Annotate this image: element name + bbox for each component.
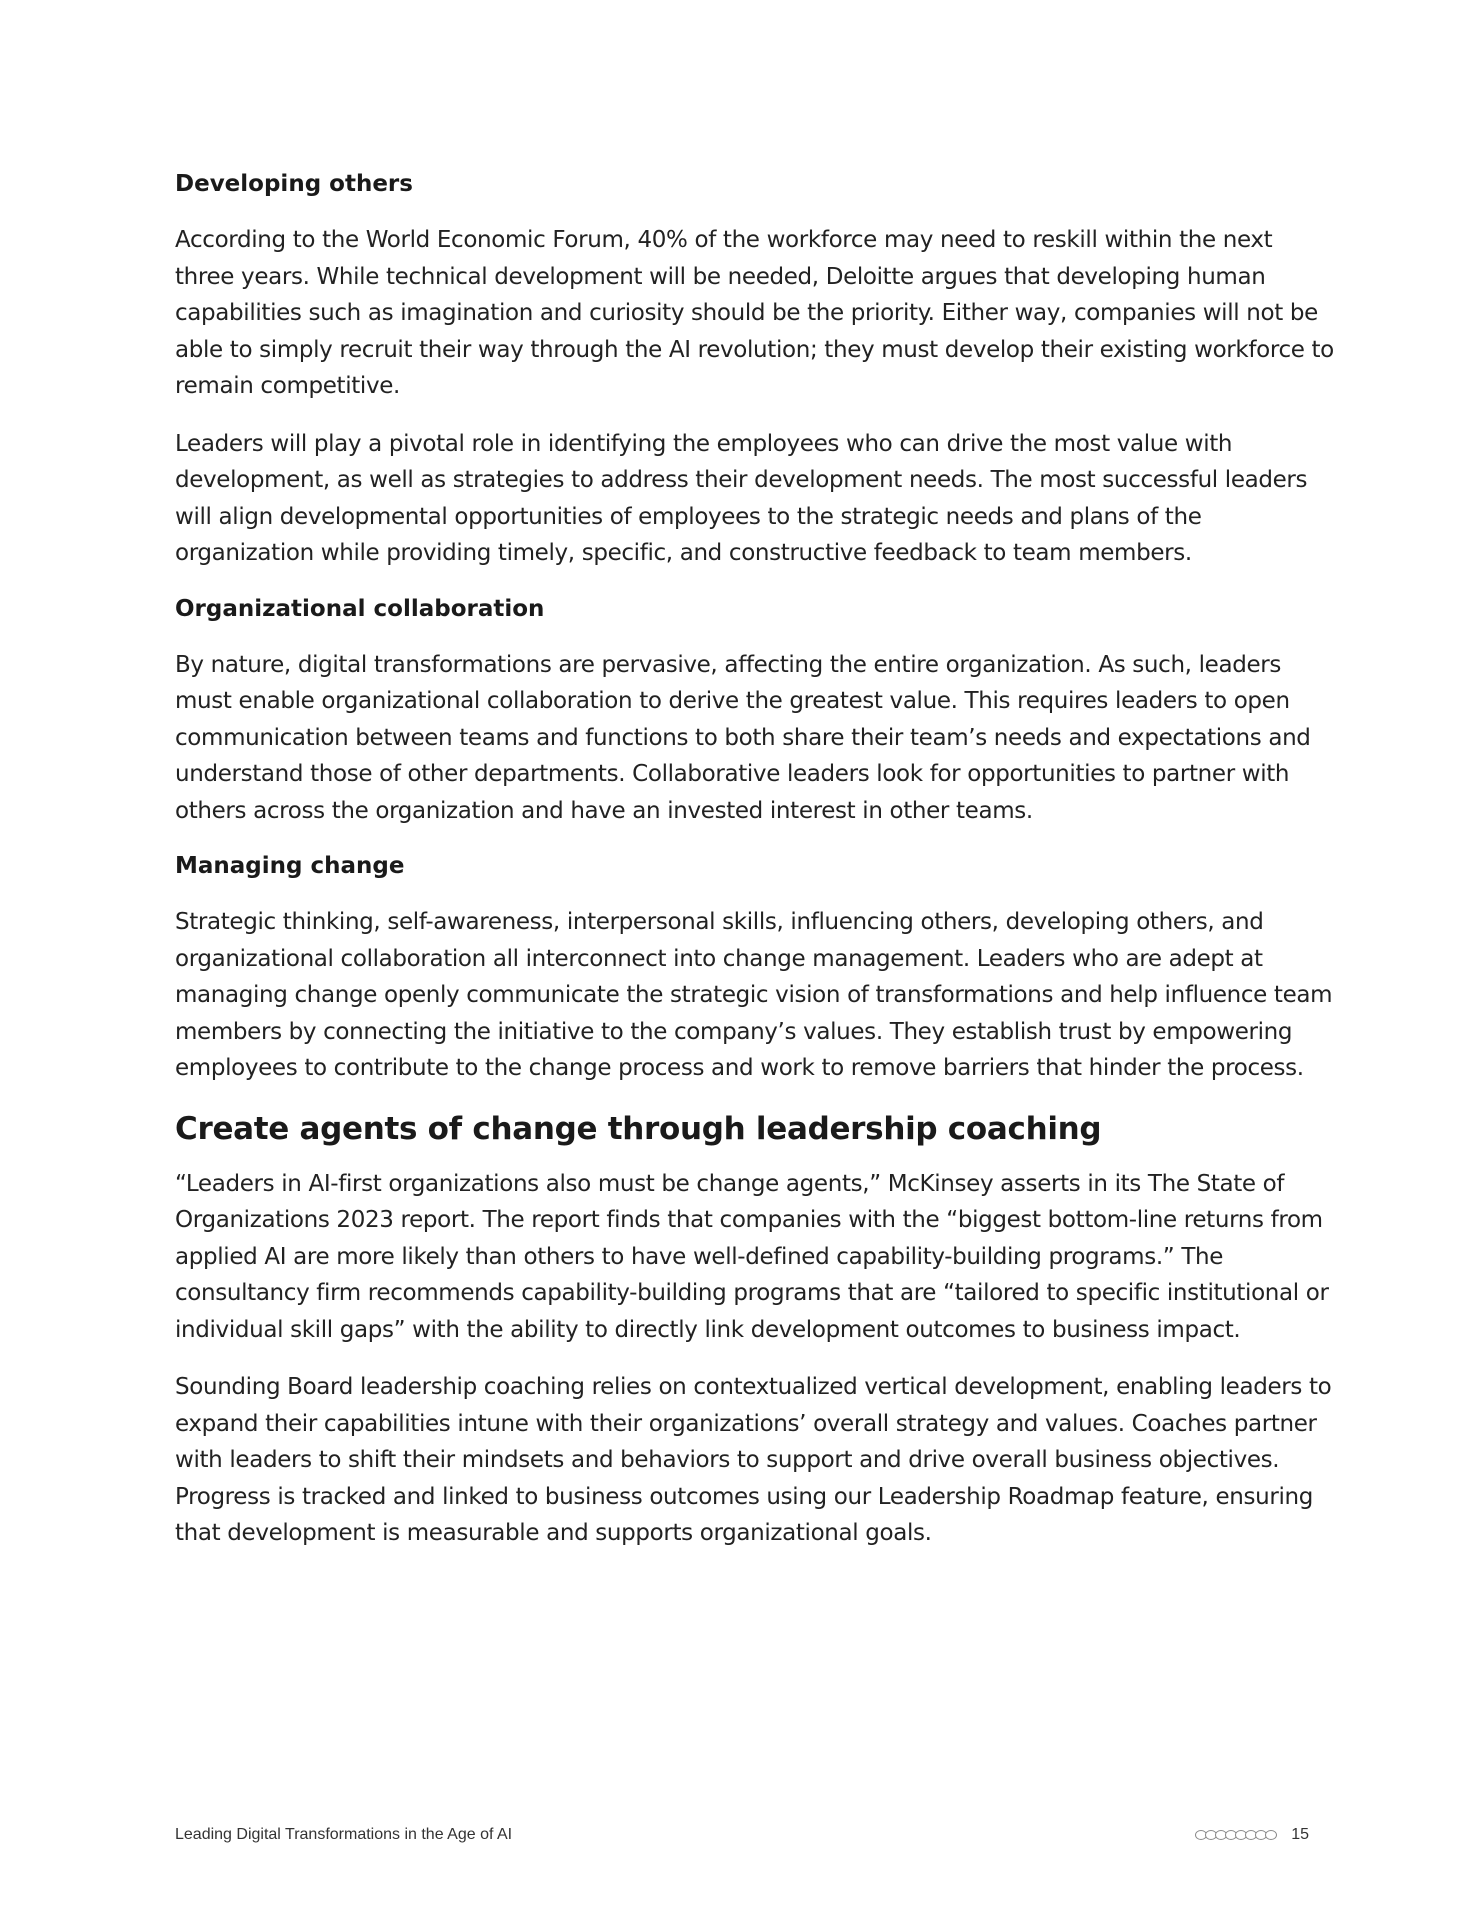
section-title: Create agents of change through leadership coaching <box>175 1110 1102 1147</box>
page-number: 15 <box>1291 1826 1309 1843</box>
paragraph: According to the World Economic Forum, 40% of the workforce may need to reskill within the next three years. While technical development will be needed, Deloitte argues that developing human capabilities such as imagination and curiosity should be the priority. Either way, companies will not be able to simply recruit their way through the AI revolution; they must develop their existing workforce to remain competitive. <box>175 227 1334 399</box>
paragraph: By nature, digital transformations are pervasive, affecting the entire organization. As such, leaders must enable organizational collaboration to derive the greatest value. This requires leaders to open communication between teams and functions to both share their team’s needs and expectations and understand those of other departments. Collaborative leaders look for opportunities to partner with others across the organization and have an invested interest in other teams. <box>175 651 1311 824</box>
chain-circles-icon <box>1195 1830 1277 1840</box>
paragraph: “Leaders in AI-first organizations also must be change agents,” McKinsey asserts in its The State of Organizations 2023 report. The report finds that companies with the “biggest bottom-line returns from applied AI are more likely than others to have well-defined capability-building programs.” The consultancy firm recommends capability-building programs that are “tailored to specific institutional or individual skill gaps” with the ability to directly link development outcomes to business impact. <box>175 1170 1329 1343</box>
heading-organizational-collaboration: Organizational collaboration <box>175 595 545 622</box>
page-footer <box>175 1826 1309 1850</box>
paragraph: Leaders will play a pivotal role in identifying the employees who can drive the most value with development, as well as strategies to address their development needs. The most successful leaders will align developmental opportunities of employees to the strategic needs and plans of the organization while providing timely, specific, and constructive feedback to team members. <box>175 430 1308 566</box>
paragraph: Strategic thinking, self-awareness, interpersonal skills, influencing others, developing others, and organizational collaboration all interconnect into change management. Leaders who are adept at managing change openly communicate the strategic vision of transformations and help influence team members by connecting the initiative to the company’s values. They establish trust by empowering employees to contribute to the change process and work to remove barriers that hinder the process. <box>175 909 1333 1081</box>
paragraph: Sounding Board leadership coaching relies on contextualized vertical development, enabling leaders to expand their capabilities intune with their organizations’ overall strategy and values. Coaches partner with leaders to shift their mindsets and behaviors to support and drive overall business objectives. Progress is tracked and linked to business outcomes using our Leadership Roadmap feature, ensuring that development is measurable and supports organizational goals. <box>175 1374 1332 1546</box>
footer-document-title: Leading Digital Transformations in the Age of AI <box>175 1826 513 1843</box>
page-content <box>175 168 1335 1573</box>
footer-right <box>1195 1826 1309 1844</box>
heading-managing-change: Managing change <box>175 853 405 879</box>
heading-developing-others: Developing others <box>175 171 413 197</box>
